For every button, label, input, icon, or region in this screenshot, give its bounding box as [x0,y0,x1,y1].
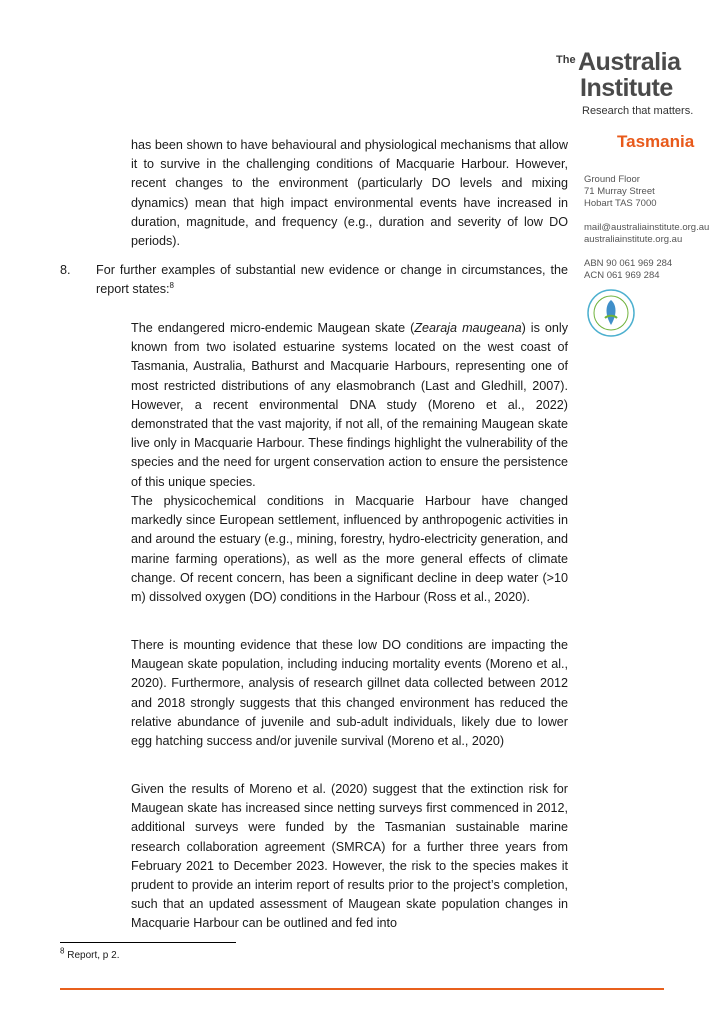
registration-block [584,258,672,282]
item-text: For further examples of substantial new evidence or change in circumstances, the report states: [96,263,568,297]
logo-name-line1: Australia [578,48,681,76]
footnote-divider [60,942,236,943]
address-line: Hobart TAS 7000 [584,198,657,209]
registered-charity-badge [586,288,636,338]
page-bottom-rule [60,988,664,990]
quote-paragraph-3: There is mounting evidence that these low DO conditions are impacting the Maugean skate population, including inducing mortality events (Moreno et al., 2020). Furthermore, analysis of research gillnet data collected between 2012 and 2018 strongly suggests that this changed environment has reduced the relative abundance of juvenile and sub-adult individuals, likely due to lower egg hatching success and/or juvenile survival (Moreno et al., 2020) [131,638,568,749]
footnote-number: 8 [60,946,65,956]
abn-number: ABN 90 061 969 284 [584,258,673,269]
paragraph-continuation: has been shown to have behavioural and physiological mechanisms that allow it to survive in the challenging conditions of Macquarie Harbour. However, recent changes to the environment (particularly DO levels and mixing dynamics) mean that high impact environmental events have increased in duration, magnitude, and frequency (e.g., duration and severity of low DO periods). [131,138,568,249]
numbered-item-text [96,261,568,299]
footnote-text: Report, p 2. [64,950,120,961]
acn-number: ACN 061 969 284 [584,270,660,281]
item-number: 8. [60,263,71,277]
logo-tagline: Research that matters. [582,105,694,117]
email-link[interactable]: mail@australiainstitute.org.au [584,222,710,233]
logo-region: Tasmania [617,132,695,151]
logo-the: The [556,54,576,66]
quote-paragraph-4: Given the results of Moreno et al. (2020) suggest that the extinction risk for Maugean skate has increased since netting surveys first commenced in 2012, additional surveys were funded by the Tasmanian sustainable marine research collaboration agreement (SMRCA) for a further three years from February 2021 to December 2023. However, the risk to the species makes it prudent to provide an interim report of results prior to the project’s completion, such that an updated assessment of Maugean skate population changes in Macquarie Harbour can be outlined and fed into [131,782,568,931]
logo-name-line2: Institute [580,74,673,102]
quote-text: ) is only known from two isolated estuarine systems located on the west coast of Tasmania, Australia, Bathurst and Macquarie Harbours, representing one of most restricted distributions of any elasmobranch (Last and Gledhill, 2007). However, a recent environmental DNA study (Moreno et al., 2022) demonstrated that the vast majority, if not all, of the remaining Maugean skate live only in Macquarie Harbour. These findings highlight the vulnerability of the species and the need for urgent conservation action to ensure the persistence of this unique species. [131,321,568,489]
address-block [584,174,657,210]
quote-paragraph-1 [131,319,568,492]
email-block [584,222,709,246]
species-name: Zearaja maugeana [414,321,522,335]
footnote-ref: 8 [169,281,174,291]
footnote [60,946,120,961]
website-link[interactable]: australiainstitute.org.au [584,234,683,245]
address-line: Ground Floor [584,174,640,185]
address-line: 71 Murray Street [584,186,655,197]
quote-paragraph-2: The physicochemical conditions in Macquarie Harbour have changed markedly since European settlement, influenced by anthropogenic activities in and around the estuary (e.g., mining, forestry, hydro-electricity generation, and marine farming operations), as well as the more general effects of climate change. Of recent concern, has been a significant decline in deep water (>10 m) dissolved oxygen (DO) conditions in the Harbour (Ross et al., 2020). [131,494,568,605]
quote-text: The endangered micro-endemic Maugean skate ( [131,321,415,335]
